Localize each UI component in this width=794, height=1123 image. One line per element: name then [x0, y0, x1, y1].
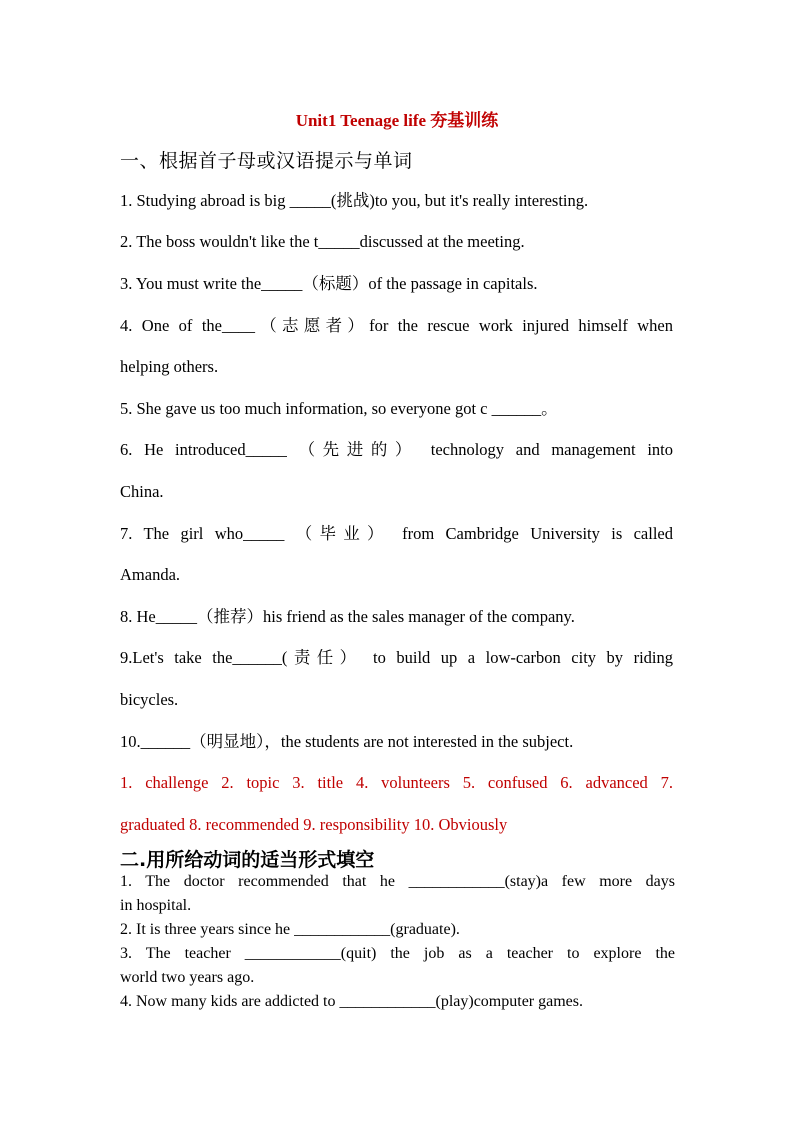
section2-question-4: 4. Now many kids are addicted to ____________(play)computer games.: [120, 993, 583, 1010]
section2-heading: 二.用所给动词的适当形式填空: [120, 849, 375, 871]
question-9-line1: 9.Let's take the______(责任） to build up a low-carbon city by riding: [120, 648, 673, 667]
question-7-line1: 7. The girl who_____ （毕业） from Cambridge University is called: [120, 524, 673, 543]
answer-key-line1: 1. challenge 2. topic 3. title 4. volunteers 5. confused 6. advanced 7.: [120, 773, 673, 792]
section2-question-3-line2: world two years ago.: [120, 969, 255, 986]
question-9-line2: bicycles.: [120, 690, 179, 709]
section2-question-2: 2. It is three years since he ____________(graduate).: [120, 921, 460, 938]
question-7-line2: Amanda.: [120, 565, 181, 584]
question-1: 1. Studying abroad is big _____(挑战)to you, but it's really interesting.: [120, 191, 589, 210]
question-4-line1: 4. One of the____（志愿者）for the rescue work injured himself when: [120, 316, 673, 335]
question-8: 8. He_____（推荐）his friend as the sales manager of the company.: [120, 607, 575, 626]
question-5: 5. She gave us too much information, so everyone got c ______。: [120, 399, 558, 418]
question-6-line1: 6. He introduced_____ （先进的） technology and management into: [120, 440, 673, 459]
answer-key-line2: graduated 8. recommended 9. responsibility 10. Obviously: [120, 815, 508, 834]
section2-question-1-line1: 1. The doctor recommended that he ____________(stay)a few more days: [120, 873, 675, 890]
question-2: 2. The boss wouldn't like the t_____discussed at the meeting.: [120, 232, 525, 251]
question-10: 10.______（明显地），the students are not interested in the subject.: [120, 732, 574, 751]
question-6-line2: China.: [120, 482, 164, 501]
section2-question-1-line2: in hospital.: [120, 897, 192, 914]
section2-question-3-line1: 3. The teacher ____________(quit) the job as a teacher to explore the: [120, 945, 675, 962]
section1-heading: 一、根据首子母或汉语提示与单词: [120, 150, 413, 172]
question-4-line2: helping others.: [120, 357, 219, 376]
page-title: Unit1 Teenage life 夯基训练: [295, 111, 499, 130]
question-3: 3. You must write the_____（标题）of the passage in capitals.: [120, 274, 538, 293]
